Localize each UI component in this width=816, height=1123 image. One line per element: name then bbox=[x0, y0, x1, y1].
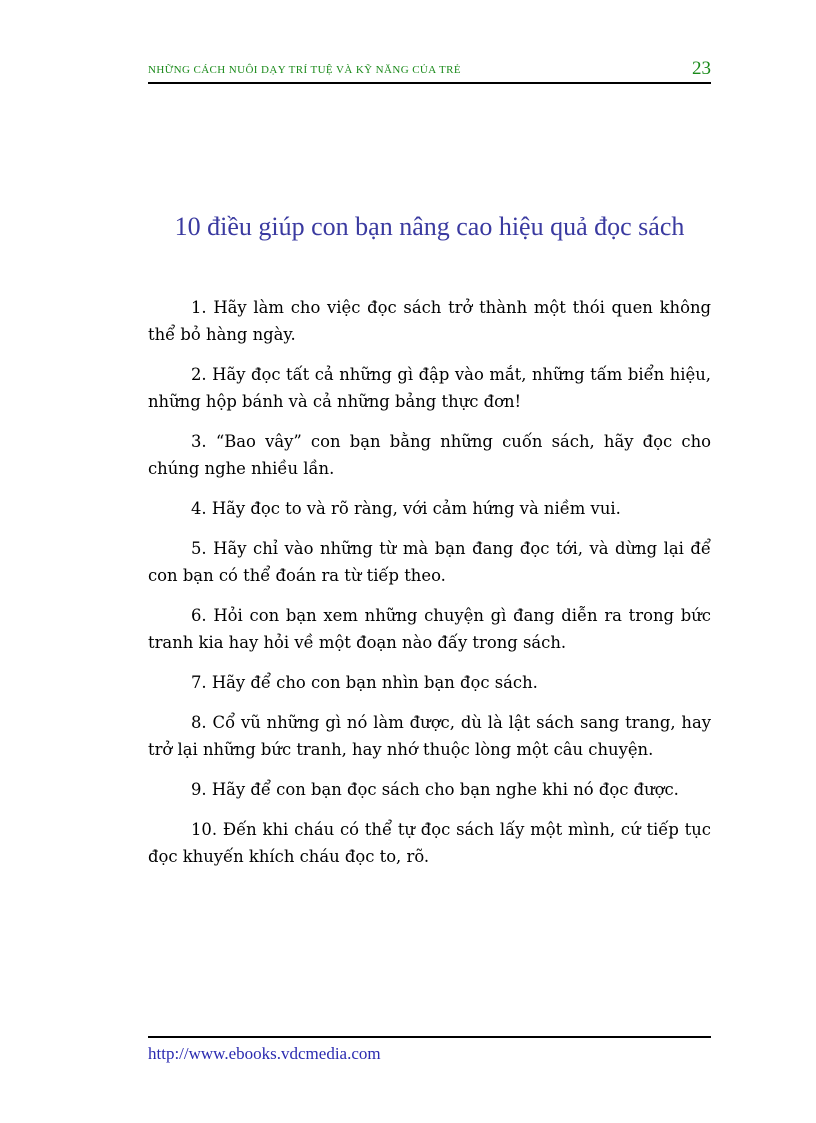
page-title: 10 điều giúp con bạn nâng cao hiệu quả đọc sách bbox=[174, 212, 685, 241]
footer-divider bbox=[148, 1036, 711, 1038]
tip-item-7: 7. Hãy để cho con bạn nhìn bạn đọc sách. bbox=[191, 673, 538, 692]
tips-list bbox=[148, 294, 711, 883]
page-number: 23 bbox=[692, 58, 711, 79]
tip-item-8: 8. Cổ vũ những gì nó làm được, dù là lật sách sang trang, hay trở lại những bức tranh, hay nhớ thuộc lòng một câu chuyện. bbox=[148, 713, 711, 759]
tip-item-1: 1. Hãy làm cho việc đọc sách trở thành một thói quen không thể bỏ hàng ngày. bbox=[148, 298, 711, 344]
tip-item-10: 10. Đến khi cháu có thể tự đọc sách lấy một mình, cứ tiếp tục đọc khuyến khích cháu đọc to, rõ. bbox=[148, 820, 711, 866]
tip-item-5: 5. Hãy chỉ vào những từ mà bạn đang đọc tới, và dừng lại để con bạn có thể đoán ra từ tiếp theo. bbox=[148, 539, 711, 585]
page-header bbox=[148, 58, 711, 84]
footer-link[interactable]: http://www.ebooks.vdcmedia.com bbox=[148, 1044, 381, 1063]
tip-item-6: 6. Hỏi con bạn xem những chuyện gì đang diễn ra trong bức tranh kia hay hỏi về một đoạn nào đấy trong sách. bbox=[148, 606, 711, 652]
running-title: NHỮNG CÁCH NUÔI DẠY TRÍ TUỆ VÀ KỸ NĂNG CỦA TRẺ bbox=[148, 64, 461, 76]
tip-item-2: 2. Hãy đọc tất cả những gì đập vào mắt, những tấm biển hiệu, những hộp bánh và cả những bảng thực đơn! bbox=[148, 365, 711, 411]
tip-item-3: 3. “Bao vây” con bạn bằng những cuốn sách, hãy đọc cho chúng nghe nhiều lần. bbox=[148, 432, 711, 478]
tip-item-9: 9. Hãy để con bạn đọc sách cho bạn nghe khi nó đọc được. bbox=[191, 780, 679, 799]
tip-item-4: 4. Hãy đọc to và rõ ràng, với cảm hứng và niềm vui. bbox=[191, 499, 621, 518]
